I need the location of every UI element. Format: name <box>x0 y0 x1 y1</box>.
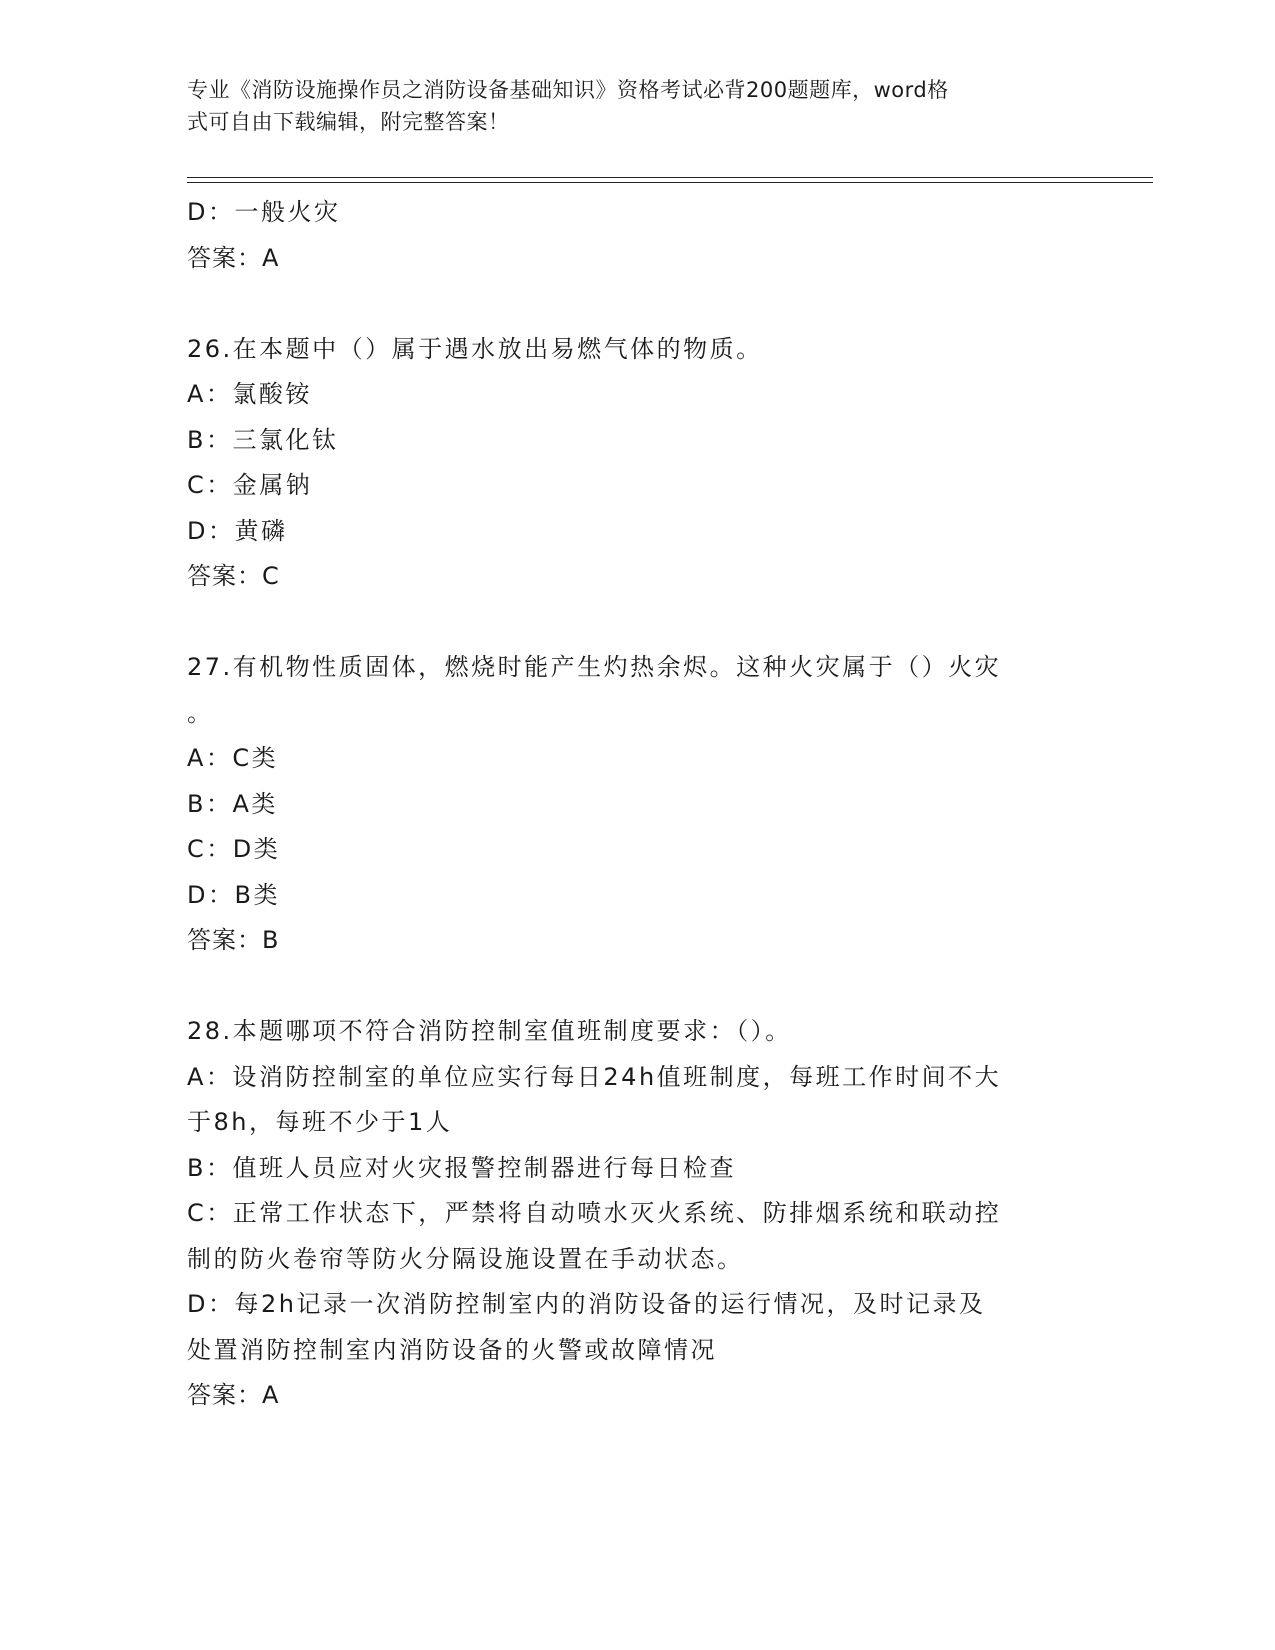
question-stem-line-1: 27.有机物性质固体，燃烧时能产生灼热余烬。这种火灾属于（）火灾 <box>187 653 1002 681</box>
spacer <box>187 600 1087 646</box>
option-c: C：金属钠 <box>187 471 313 499</box>
option-d: D：B类 <box>187 880 280 909</box>
option-c-line-2: 制的防火卷帘等防火分隔设施设置在手动状态。 <box>187 1244 744 1273</box>
question-28 <box>187 1009 1087 1419</box>
option-b: B：三氯化钛 <box>187 425 339 454</box>
option-d: D：一般火灾 <box>187 198 341 226</box>
question-stem-line-2: 。 <box>187 698 214 727</box>
option-a: A：氯酸铵 <box>187 380 312 408</box>
question-27 <box>187 645 1087 964</box>
header-line-2: 式可自由下载编辑，附完整答案！ <box>187 110 510 134</box>
option-a: A：C类 <box>187 744 279 772</box>
question-list <box>187 190 1087 1419</box>
option-d-line-1: D：每2h记录一次消防控制室内的消防设备的运行情况，及时记录及 <box>187 1290 986 1318</box>
document-header <box>187 74 1067 138</box>
spacer <box>187 964 1087 1010</box>
answer-line: 答案：A <box>187 243 280 272</box>
question-25-tail <box>187 190 1087 281</box>
option-c: C：D类 <box>187 835 281 863</box>
option-d: D：黄磷 <box>187 516 288 545</box>
answer-line: 答案：A <box>187 1381 280 1409</box>
question-26 <box>187 327 1087 600</box>
question-stem: 28.本题哪项不符合消防控制室值班制度要求：（）。 <box>187 1017 792 1045</box>
option-b: B：值班人员应对火灾报警控制器进行每日检查 <box>187 1153 736 1182</box>
header-divider-bottom <box>187 182 1153 183</box>
answer-line: 答案：C <box>187 562 280 590</box>
spacer <box>187 281 1087 327</box>
option-b: B：A类 <box>187 789 278 818</box>
option-c-line-1: C：正常工作状态下，严禁将自动喷水灭火系统、防排烟系统和联动控 <box>187 1199 1002 1227</box>
answer-line: 答案：B <box>187 926 280 954</box>
option-d-line-2: 处置消防控制室内消防设备的火警或故障情况 <box>187 1335 717 1364</box>
header-divider-top <box>187 177 1153 178</box>
option-a-line-2: 于8h，每班不少于1人 <box>187 1108 453 1136</box>
header-line-1: 专业《消防设施操作员之消防设备基础知识》资格考试必背200题题库，word格 <box>187 78 949 102</box>
option-a-line-1: A：设消防控制室的单位应实行每日24h值班制度，每班工作时间不大 <box>187 1062 1002 1091</box>
question-stem: 26.在本题中（）属于遇水放出易燃气体的物质。 <box>187 334 763 363</box>
